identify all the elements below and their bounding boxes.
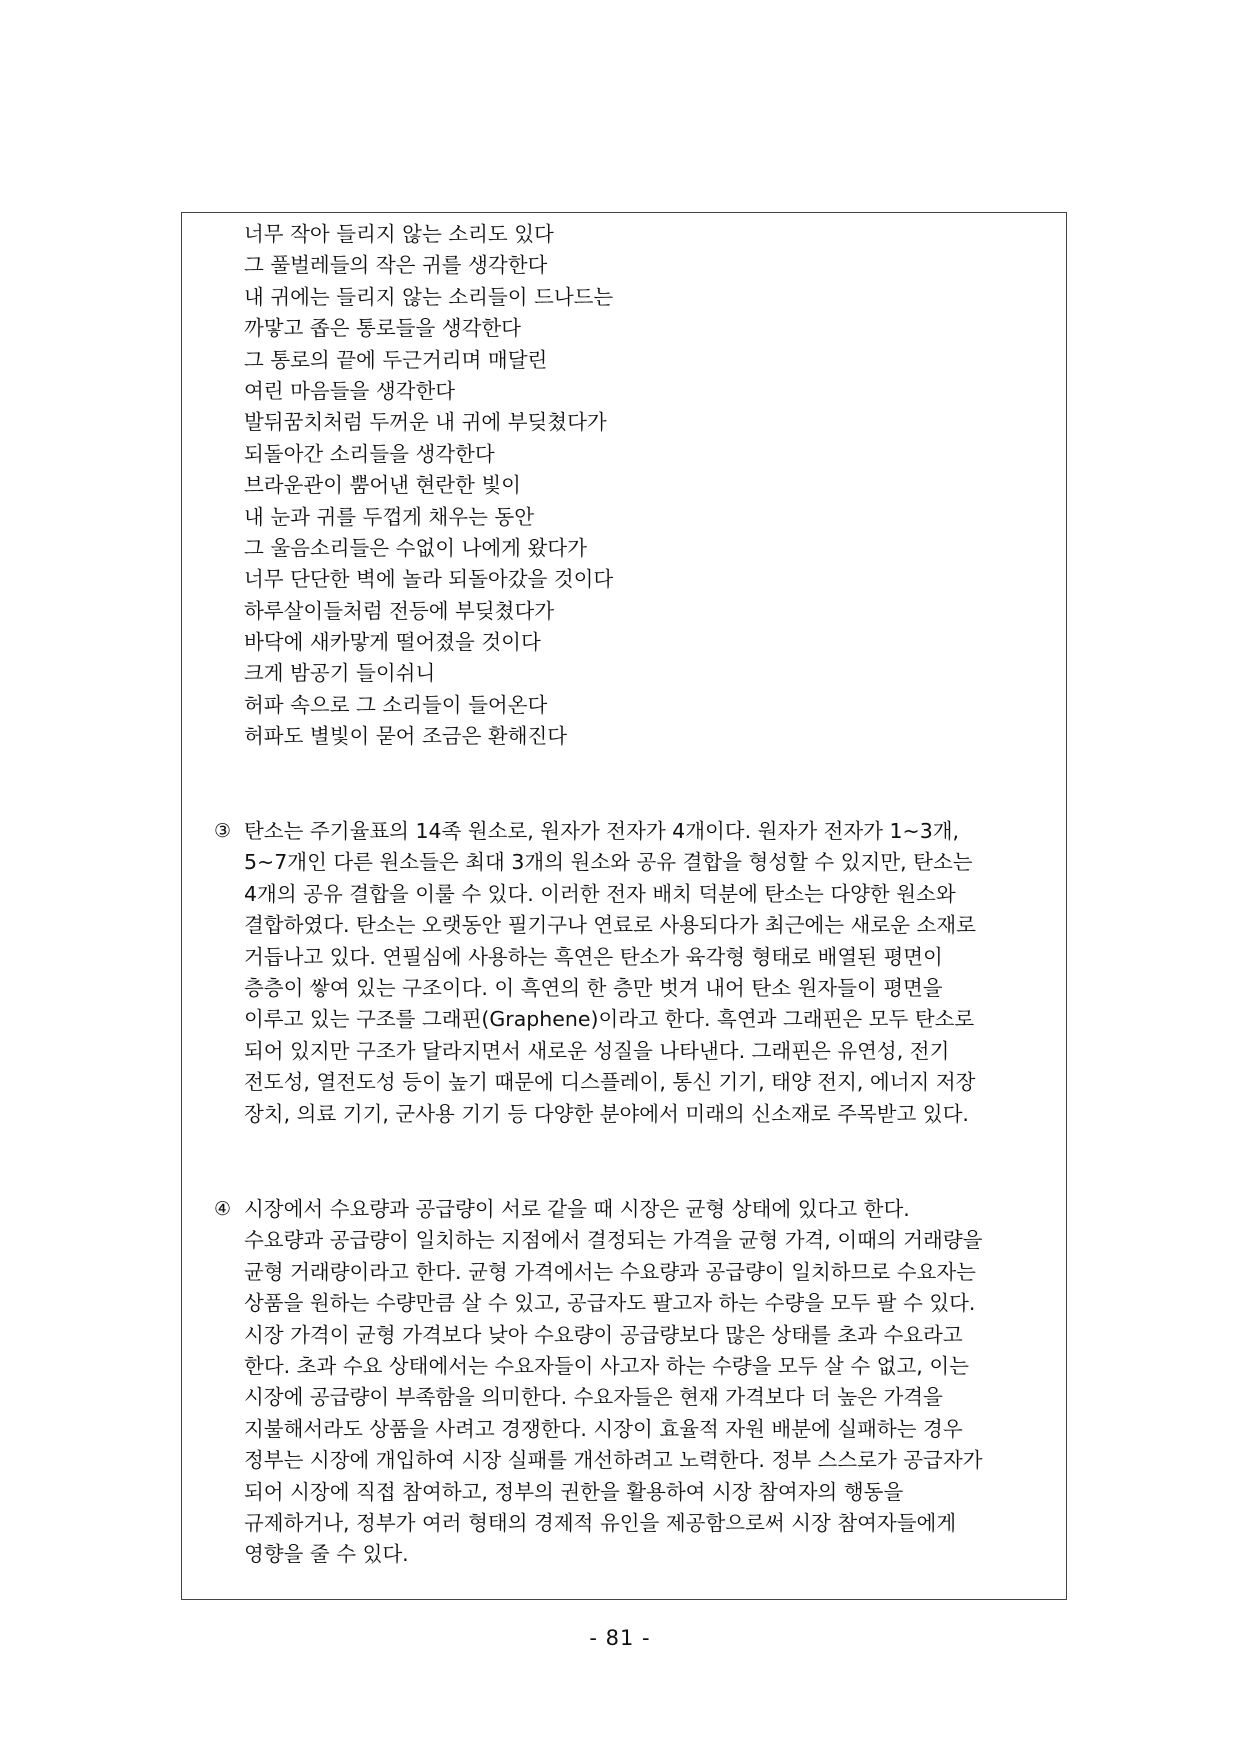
paragraph-line: 시장에 공급량이 부족함을 의미한다. 수요자들은 현재 가격보다 더 높은 가격을: [244, 1385, 943, 1410]
poem-line: 너무 단단한 벽에 놀라 되돌아갔을 것이다: [244, 567, 614, 592]
section-3-marker: ③: [214, 820, 232, 842]
paragraph-line: 상품을 원하는 수량만큼 살 수 있고, 공급자도 팔고자 하는 수량을 모두 팔 수 있다.: [244, 1291, 976, 1316]
paragraph-line: 장치, 의료 기기, 군사용 기기 등 다양한 분야에서 미래의 신소재로 주목받고 있다.: [244, 1101, 969, 1126]
paragraph-line: 4개의 공유 결합을 이룰 수 있다. 이러한 전자 배치 덕분에 탄소는 다양한 원소와: [244, 881, 956, 906]
paragraph-line: 거듭나고 있다. 연필심에 사용하는 흑연은 탄소가 육각형 형태로 배열된 평면이: [244, 944, 943, 969]
poem-line: 크게 밤공기 들이쉬니: [244, 661, 436, 686]
paragraph-line: 균형 거래량이라고 한다. 균형 가격에서는 수요량과 공급량이 일치하므로 수요자는: [244, 1259, 976, 1284]
paragraph-line: 결합하였다. 탄소는 오랫동안 필기구나 연료로 사용되다가 최근에는 새로운 소재로: [244, 913, 976, 938]
paragraph-line: 되어 시장에 직접 참여하고, 정부의 권한을 활용하여 시장 참여자의 행동을: [244, 1479, 904, 1504]
poem-line: 그 울음소리들은 수없이 나에게 왔다가: [244, 535, 587, 560]
paragraph-line: 5~7개인 다른 원소들은 최대 3개의 원소와 공유 결합을 형성할 수 있지만, 탄소는: [244, 850, 973, 875]
paragraph-line: 시장 가격이 균형 가격보다 낮아 수요량이 공급량보다 많은 상태를 초과 수요라고: [244, 1322, 963, 1347]
poem-line: 여린 마음들을 생각한다: [244, 378, 456, 403]
paragraph-line: 이루고 있는 구조를 그래핀(Graphene)이라고 한다. 흑연과 그래핀은 모두 탄소로: [244, 1007, 975, 1032]
poem-line: 발뒤꿈치처럼 두꺼운 내 귀에 부딪쳤다가: [244, 410, 607, 435]
poem-line: 허파도 별빛이 묻어 조금은 환해진다: [244, 724, 568, 749]
poem-line: 되돌아간 소리들을 생각한다: [244, 441, 495, 466]
poem-line: 내 귀에는 들리지 않는 소리들이 드나드는: [244, 284, 614, 309]
paragraph-line: 시장에서 수요량과 공급량이 서로 같을 때 시장은 균형 상태에 있다고 한다.: [244, 1197, 910, 1221]
paragraph-line: 정부는 시장에 개입하여 시장 실패를 개선하려고 노력한다. 정부 스스로가 공급자가: [244, 1448, 983, 1473]
poem-line: 내 눈과 귀를 두껍게 채우는 동안: [244, 504, 535, 529]
paragraph-line: 지불해서라도 상품을 사려고 경쟁한다. 시장이 효율적 자원 배분에 실패하는 경우: [244, 1416, 963, 1441]
poem-line: 너무 작아 들리지 않는 소리도 있다: [244, 222, 554, 246]
section-4-body: [244, 1194, 982, 1571]
paragraph-line: 영향을 줄 수 있다.: [244, 1542, 409, 1567]
page-number: - 81 -: [589, 1626, 651, 1650]
paragraph-line: 탄소는 주기율표의 14족 원소로, 원자가 전자가 4개이다. 원자가 전자가 1~3개,: [244, 819, 960, 843]
poem-line: 허파 속으로 그 소리들이 들어온다: [244, 692, 548, 717]
paragraph-line: 규제하거나, 정부가 여러 형태의 경제적 유인을 제공함으로써 시장 참여자들에게: [244, 1510, 957, 1535]
poem-line: 그 풀벌레들의 작은 귀를 생각한다: [244, 253, 548, 278]
section-4-marker: ④: [214, 1198, 232, 1220]
section-3-body: [244, 816, 976, 1130]
poem-line: 바닥에 새카맣게 떨어졌을 것이다: [244, 630, 541, 655]
paragraph-line: 수요량과 공급량이 일치하는 지점에서 결정되는 가격을 균형 가격, 이때의 거래량을: [244, 1228, 983, 1253]
paragraph-line: 한다. 초과 수요 상태에서는 수요자들이 사고자 하는 수량을 모두 살 수 없고, 이는: [244, 1353, 969, 1378]
poem-line: 그 통로의 끝에 두근거리며 매달린: [244, 347, 548, 372]
poem-block: [244, 219, 613, 753]
paragraph-line: 전도성, 열전도성 등이 높기 때문에 디스플레이, 통신 기기, 태양 전지, 에너지 저장: [244, 1070, 976, 1095]
poem-line: 까맣고 좁은 통로들을 생각한다: [244, 316, 521, 341]
paragraph-line: 되어 있지만 구조가 달라지면서 새로운 성질을 나타낸다. 그래핀은 유연성, 전기: [244, 1038, 950, 1063]
poem-line: 하루살이들처럼 전등에 부딪쳤다가: [244, 598, 555, 623]
paragraph-line: 층층이 쌓여 있는 구조이다. 이 흑연의 한 층만 벗겨 내어 탄소 원자들이 평면을: [244, 975, 943, 1000]
poem-line: 브라운관이 뿜어낸 현란한 빛이: [244, 473, 521, 498]
